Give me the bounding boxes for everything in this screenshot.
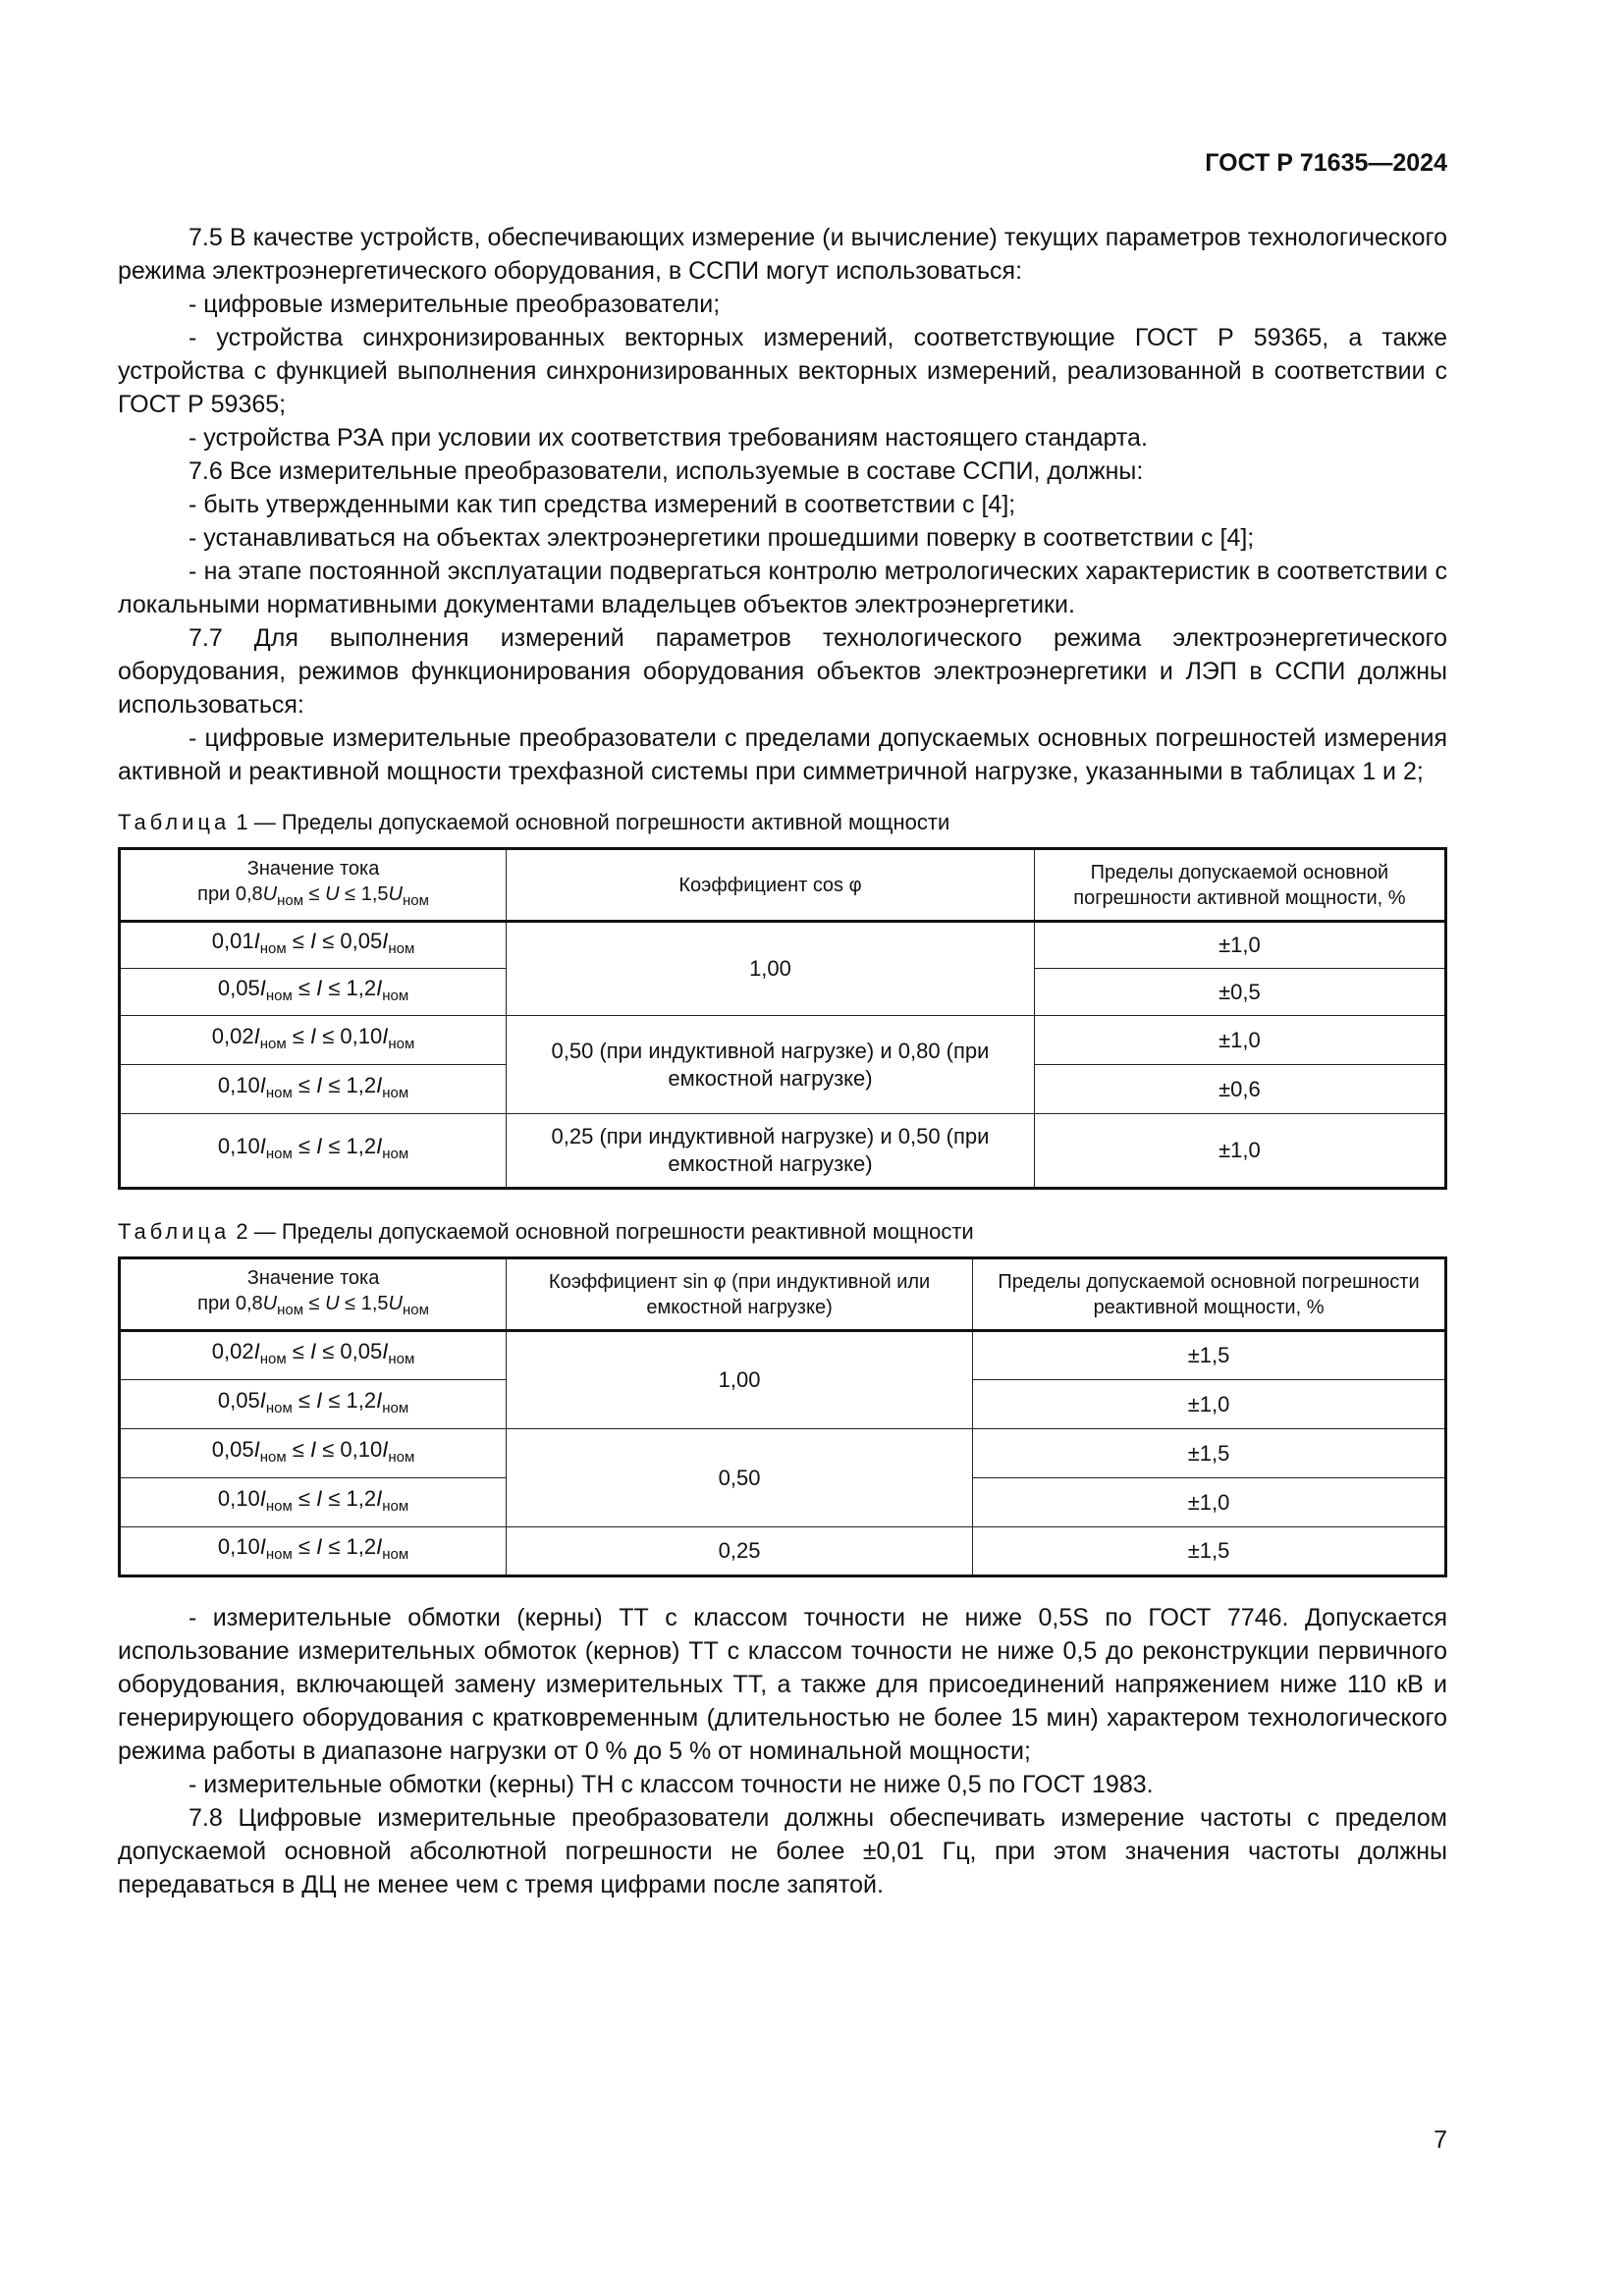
table2-col-coef: Коэффициент sin φ (при индуктивной или емкостной нагрузке) <box>507 1258 973 1331</box>
current-cell <box>120 1380 507 1429</box>
current-cell <box>120 1114 507 1189</box>
current-range: $0,05I_{ном} \le I \le 1,2I_{ном}$ <box>217 1387 409 1416</box>
current-range: $0,05I_{ном} \le I \le 1,2I_{ном}$ <box>217 975 409 1004</box>
table1-caption-text: 1 — Пределы допускаемой основной погрешности активной мощности <box>236 810 950 834</box>
nom-sub: ном <box>277 1302 304 1318</box>
current-range: $0,10I_{ном} \le I \le 1,2I_{ном}$ <box>217 1485 409 1515</box>
list-item: - измерительные обмотки (керны) ТН с классом точности не ниже 0,5 по ГОСТ 1983. <box>189 1771 1154 1798</box>
paragraph: 7.5 В качестве устройств, обеспечивающих измерение (и вычисление) текущих параметров технологического режима электроэнергетического оборудования, в ССПИ могут использоваться: <box>118 224 1447 285</box>
table-row <box>120 1429 1446 1478</box>
list-item: - измерительные обмотки (керны) ТТ с классом точности не ниже 0,5S по ГОСТ 7746. Допускается использование измерительных обмоток (кернов) ТТ с классом точности не ниже 0,5 до реконструкции первичного оборудования, включающей замену измерительных ТТ, а также для присоединений напряжением ниже 110 кВ и генерирующего оборудования с кратковременным (длительностью не более 15 мин) характером технологического режима работы в диапазоне нагрузки от 0 % до 5 % от номинальной мощности; <box>118 1604 1447 1765</box>
paragraph: 7.8 Цифровые измерительные преобразователи должны обеспечивать измерение частоты с пределом допускаемой основной абсолютной погрешности не более ±0,01 Гц, при этом значения частоты должны передаваться в ДЦ не менее чем с тремя цифрами после запятой. <box>118 1804 1447 1898</box>
current-cell <box>120 1478 507 1527</box>
error-cell: ±1,5 <box>973 1527 1446 1576</box>
voltage-prefix: при 0,8 <box>197 1293 263 1314</box>
list-item: - устройства РЗА при условии их соответствия требованиям настоящего стандарта. <box>189 424 1148 452</box>
table2-col-error: Пределы допускаемой основной погрешности реактивной мощности, % <box>973 1258 1446 1331</box>
coef-cell: 0,25 (при индуктивной нагрузке) и 0,50 (при емкостной нагрузке) <box>507 1114 1035 1189</box>
current-cell <box>120 1527 507 1576</box>
table-2 <box>118 1256 1447 1577</box>
error-cell: ±1,0 <box>1034 1114 1445 1189</box>
list-item: - цифровые измерительные преобразователи; <box>189 291 721 318</box>
voltage-range: при $0,8U_{ном} \le U \le 1,5U_{ном}$ <box>197 883 429 909</box>
current-range: $0,10I_{ном} \le I \le 1,2I_{ном}$ <box>217 1072 409 1101</box>
table1-col-current-title: Значение тока <box>246 858 380 880</box>
paragraph: 7.7 Для выполнения измерений параметров технологического режима электроэнергетического оборудования, режимов функционирования оборудования объектов электроэнергетики и ЛЭП в ССПИ должны использоваться: <box>118 624 1447 719</box>
error-cell: ±1,0 <box>1034 1016 1445 1065</box>
current-cell <box>120 1331 507 1380</box>
page-body <box>118 221 1447 1901</box>
nom-sub: ном <box>277 892 304 909</box>
error-cell: ±1,5 <box>973 1331 1446 1380</box>
current-range: $0,10I_{ном} \le I \le 1,2I_{ном}$ <box>217 1534 409 1563</box>
current-cell <box>120 1429 507 1478</box>
coef-cell: 1,00 <box>507 922 1035 1016</box>
table-row <box>120 1114 1446 1189</box>
current-range: $0,05I_{ном} \le I \le 0,10I_{ном}$ <box>211 1436 415 1466</box>
error-cell: ±0,6 <box>1034 1065 1445 1114</box>
error-cell: ±1,0 <box>1034 922 1445 969</box>
table2-col-current-title: Значение тока <box>246 1267 380 1289</box>
page-number: 7 <box>1434 2126 1447 2154</box>
current-cell <box>120 969 507 1016</box>
table-row <box>120 1016 1446 1065</box>
table1-caption <box>118 806 1447 839</box>
voltage-prefix: при 0,8 <box>197 883 263 905</box>
error-cell: ±0,5 <box>1034 969 1445 1016</box>
table-row <box>120 922 1446 969</box>
error-cell: ±1,0 <box>973 1478 1446 1527</box>
error-cell: ±1,5 <box>973 1429 1446 1478</box>
current-cell <box>120 922 507 969</box>
document-code: ГОСТ Р 71635—2024 <box>1205 149 1447 177</box>
table1-caption-word: Таблица <box>118 810 231 834</box>
voltage-mid: 1,5 <box>360 1293 389 1314</box>
error-cell: ±1,0 <box>973 1380 1446 1429</box>
coef-cell: 1,00 <box>507 1331 973 1429</box>
current-range: $0,02I_{ном} \le I \le 0,05I_{ном}$ <box>211 1339 415 1367</box>
table2-caption-text: 2 — Пределы допускаемой основной погрешности реактивной мощности <box>236 1219 974 1244</box>
paragraph: 7.6 Все измерительные преобразователи, используемые в составе ССПИ, должны: <box>189 457 1144 485</box>
nom-sub: ном <box>402 1302 429 1318</box>
table-row <box>120 1527 1446 1576</box>
table-1 <box>118 847 1447 1190</box>
list-item: - устройства синхронизированных векторных измерений, соответствующие ГОСТ Р 59365, а также устройства с функцией выполнения синхронизированных векторных измерений, реализованной в соответствии с ГОСТ Р 59365; <box>118 324 1447 418</box>
nom-sub: ном <box>402 892 429 909</box>
current-range: $0,10I_{ном} \le I \le 1,2I_{ном}$ <box>217 1134 409 1162</box>
list-item: - быть утвержденными как тип средства измерений в соответствии с [4]; <box>189 491 1016 518</box>
current-range: $0,02I_{ном} \le I \le 0,10I_{ном}$ <box>211 1023 415 1052</box>
list-item: - устанавливаться на объектах электроэнергетики прошедшими поверку в соответствии с [4]; <box>189 524 1255 552</box>
voltage-range: при $0,8U_{ном} \le U \le 1,5U_{ном}$ <box>197 1293 429 1318</box>
current-range: $0,01I_{ном} \le I \le 0,05I_{ном}$ <box>211 929 415 957</box>
current-cell <box>120 1065 507 1114</box>
table2-col-current <box>120 1258 507 1331</box>
coef-cell: 0,25 <box>507 1527 973 1576</box>
coef-cell: 0,50 (при индуктивной нагрузке) и 0,80 (при емкостной нагрузке) <box>507 1016 1035 1114</box>
list-item: - цифровые измерительные преобразователи с пределами допускаемых основных погрешностей измерения активной и реактивной мощности трехфазной системы при симметричной нагрузке, указанными в таблицах 1 и 2; <box>118 724 1447 785</box>
table1-col-coef: Коэффициент cos φ <box>507 849 1035 922</box>
list-item: - на этапе постоянной эксплуатации подвергаться контролю метрологических характеристик в соответствии с локальными нормативными документами владельцев объектов электроэнергетики. <box>118 558 1447 618</box>
coef-cell: 0,50 <box>507 1429 973 1527</box>
current-cell <box>120 1016 507 1065</box>
voltage-mid: 1,5 <box>360 883 389 905</box>
table-row <box>120 1331 1446 1380</box>
table1-col-current <box>120 849 507 922</box>
table1-col-error: Пределы допускаемой основной погрешности активной мощности, % <box>1034 849 1445 922</box>
table2-caption-word: Таблица <box>118 1219 231 1244</box>
table2-caption <box>118 1215 1447 1249</box>
